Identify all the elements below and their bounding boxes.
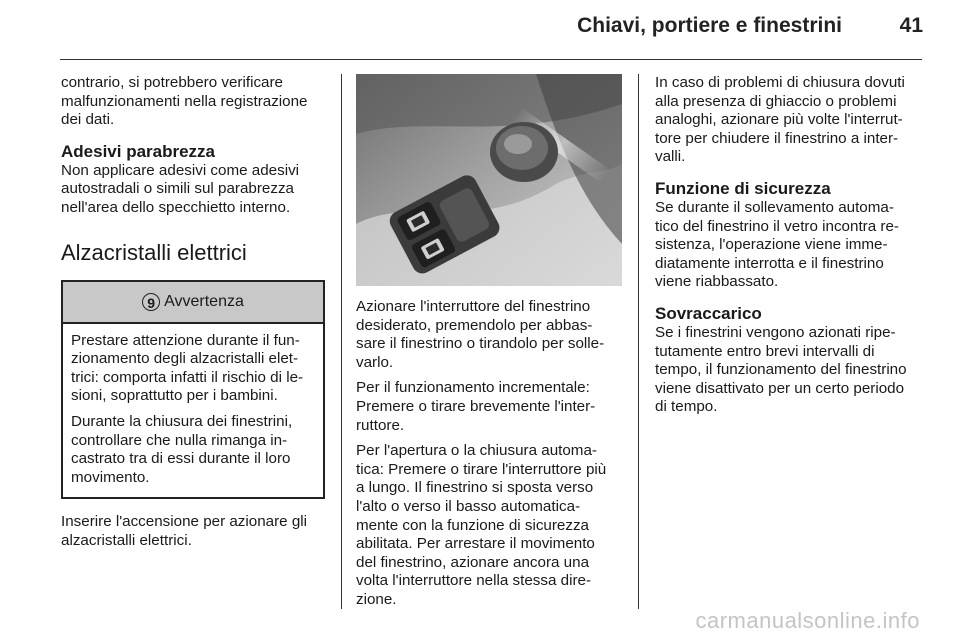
- intro-text: contrario, si potrebbero verificare malfunzionamenti nella registrazione dei dati.: [61, 74, 308, 129]
- chapter-title: Chiavi, portiere e finestrini: [577, 14, 842, 37]
- ice-problems-text: In caso di problemi di chiusura dovuti alla presenza di ghiaccio o problemi analoghi, azionare più volte l'interrut- tore per chiudere il finestrino a inter- valli.: [655, 74, 905, 166]
- section-title-adesivi: Adesivi parabrezza: [61, 141, 216, 161]
- section-text-adesivi: Non applicare adesivi come adesivi autostradali o simili sul parabrezza nell'area dello specchietto interno.: [61, 161, 300, 216]
- warning-title: Avvertenza: [164, 292, 244, 310]
- warning-text-1: Prestare attenzione durante il fun- zionamento degli alzacristalli elet- trici: comporta infatti il rischio di le- sioni, soprattutto per i bambini.: [71, 331, 304, 405]
- column-divider-1: [341, 74, 342, 609]
- page-header: [0, 0, 960, 62]
- window-switch-illustration: [356, 74, 622, 286]
- column-3: [655, 74, 923, 417]
- warning-body: [63, 324, 323, 498]
- window-switch-photo: [356, 74, 622, 286]
- ignition-text: Inserire l'accensione per azionare gli alzacristalli elettrici.: [61, 513, 308, 549]
- section-text-sicurezza: Se durante il sollevamento automa- tico del finestrino il vetro incontra re- sistenza, l'operazione viene imme- diatamente interrotta e il finestrino viene riabbassato.: [655, 198, 899, 291]
- section-title-sovraccarico: Sovraccarico: [655, 303, 762, 323]
- section-title-sicurezza: Funzione di sicurezza: [655, 178, 831, 198]
- header-rule: [60, 59, 922, 60]
- section-text-sovraccarico: Se i finestrini vengono azionati ripe- tutamente entro brevi intervalli di tempo, il funzionamento del finestrino viene disattivato per un certo periodo di tempo.: [655, 323, 907, 416]
- warning-header: [63, 282, 323, 324]
- operate-switch-text: Azionare l'interruttore del finestrino desiderato, premendolo per abbas- sare il finestrino o tirandolo per solle- varlo.: [356, 298, 605, 371]
- incremental-text: Per il funzionamento incrementale: Premere o tirare brevemente l'inter- ruttore.: [356, 379, 596, 434]
- warning-icon: 9: [142, 293, 160, 311]
- site-watermark: carmanualsonline.info: [695, 608, 920, 633]
- section-title-alzacristalli: Alzacristalli elettrici: [61, 239, 247, 265]
- warning-box: [61, 280, 325, 500]
- page-number: 41: [899, 14, 923, 37]
- column-divider-2: [638, 74, 639, 609]
- column-2: [356, 74, 622, 610]
- column-1: [61, 74, 325, 551]
- automatic-text: Per l'apertura o la chiusura automa- tica: Premere o tirare l'interruttore più a lungo. Il finestrino si sposta verso l'alto o verso il basso automatica- mente con la funzione di sicurezza abilitata. Per arrestare il movimento del finestrino, azionare ancora una volta l'interruttore nella stessa dire- zione.: [356, 442, 607, 608]
- warning-text-2: Durante la chiusura dei finestrini, controllare che nulla rimanga in- castrato tra di essi durante il loro movimento.: [71, 412, 293, 486]
